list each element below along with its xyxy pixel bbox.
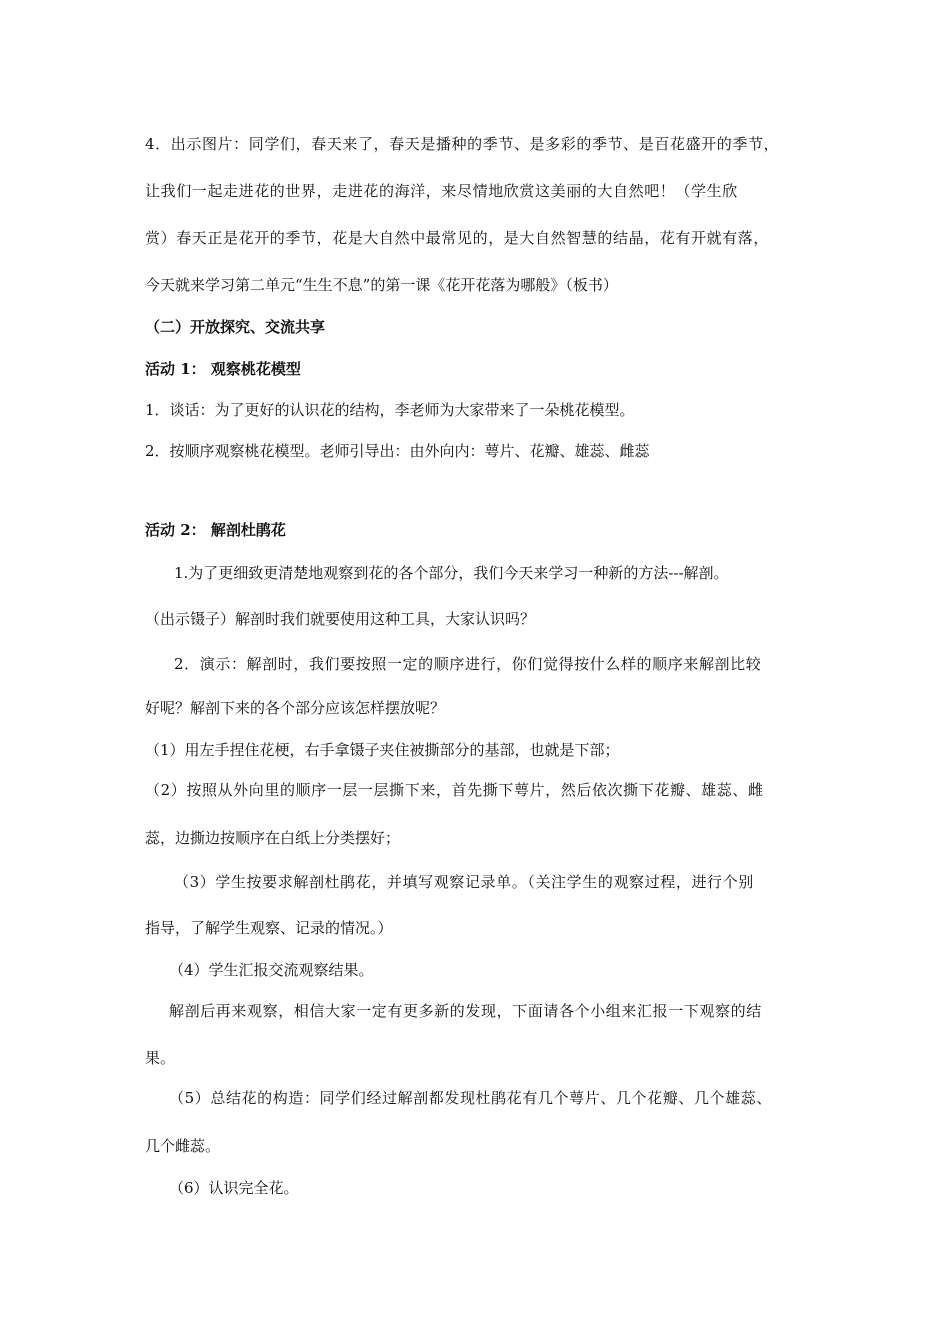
paragraph-line: 今天就来学习第二单元“生生不息”的第一课《花开花落为哪般》（板书） bbox=[145, 276, 618, 294]
activity-2-line: 解剖后再来观察，相信大家一定有更多新的发现，下面请各个小组来汇报一下观察的结 bbox=[169, 1002, 762, 1020]
activity-2-line: 果。 bbox=[145, 1049, 176, 1067]
activity-2-line: 1.为了更细致更清楚地观察到花的各个部分，我们今天来学习一种新的方法---解剖。 bbox=[174, 564, 729, 582]
activity-2-line: （2）按照从外向里的顺序一层一层撕下来，首先撕下萼片，然后依次撕下花瓣、雄蕊、雌 bbox=[145, 781, 764, 799]
paragraph-line: 让我们一起走进花的世界，走进花的海洋，来尽情地欣赏这美丽的大自然吧！（学生欣 bbox=[145, 182, 738, 200]
activity-2-line: 蕊，边撕边按顺序在白纸上分类摆好； bbox=[145, 829, 401, 847]
activity-2-line: （出示镊子）解剖时我们就要使用这种工具，大家认识吗？ bbox=[145, 610, 536, 628]
activity-2-line: 2．演示：解剖时，我们要按照一定的顺序进行，你们觉得按什么样的顺序来解剖比较 bbox=[174, 655, 762, 673]
activity-2-title: 活动 2： 解剖杜鹃花 bbox=[145, 521, 286, 539]
activity-2-line: 好呢？解剖下来的各个部分应该怎样摆放呢？ bbox=[145, 699, 446, 717]
activity-1-item: 2．按顺序观察桃花模型。老师引导出：由外向内：萼片、花瓣、雄蕊、雌蕊 bbox=[145, 442, 650, 460]
activity-1-item: 1．谈话：为了更好的认识花的结构，李老师为大家带来了一朵桃花模型。 bbox=[145, 401, 635, 419]
activity-2-line: （6）认识完全花。 bbox=[169, 1179, 299, 1197]
paragraph-line: 赏）春天正是花开的季节，花是大自然中最常见的，是大自然智慧的结晶，花有开就有落， bbox=[145, 229, 770, 247]
activity-2-line: 指导，了解学生观察、记录的情况。） bbox=[145, 919, 393, 937]
activity-2-line: （3）学生按要求解剖杜鹃花，并填写观察记录单。（关注学生的观察过程，进行个别 bbox=[174, 873, 754, 891]
activity-2-line: （1）用左手捏住花梗，右手拿镊子夹住被撕部分的基部，也就是下部； bbox=[145, 741, 620, 759]
paragraph-line: 4．出示图片：同学们，春天来了，春天是播种的季节、是多彩的季节、是百花盛开的季节， bbox=[145, 135, 780, 153]
activity-1-title: 活动 1： 观察桃花模型 bbox=[145, 360, 301, 378]
section-heading: （二）开放探究、交流共享 bbox=[145, 318, 326, 336]
activity-2-line: 几个雌蕊。 bbox=[145, 1137, 221, 1155]
activity-2-line: （4）学生汇报交流观察结果。 bbox=[169, 961, 374, 979]
activity-2-line: （5）总结花的构造：同学们经过解剖都发现杜鹃花有几个萼片、几个花瓣、几个雄蕊、 bbox=[169, 1089, 772, 1107]
